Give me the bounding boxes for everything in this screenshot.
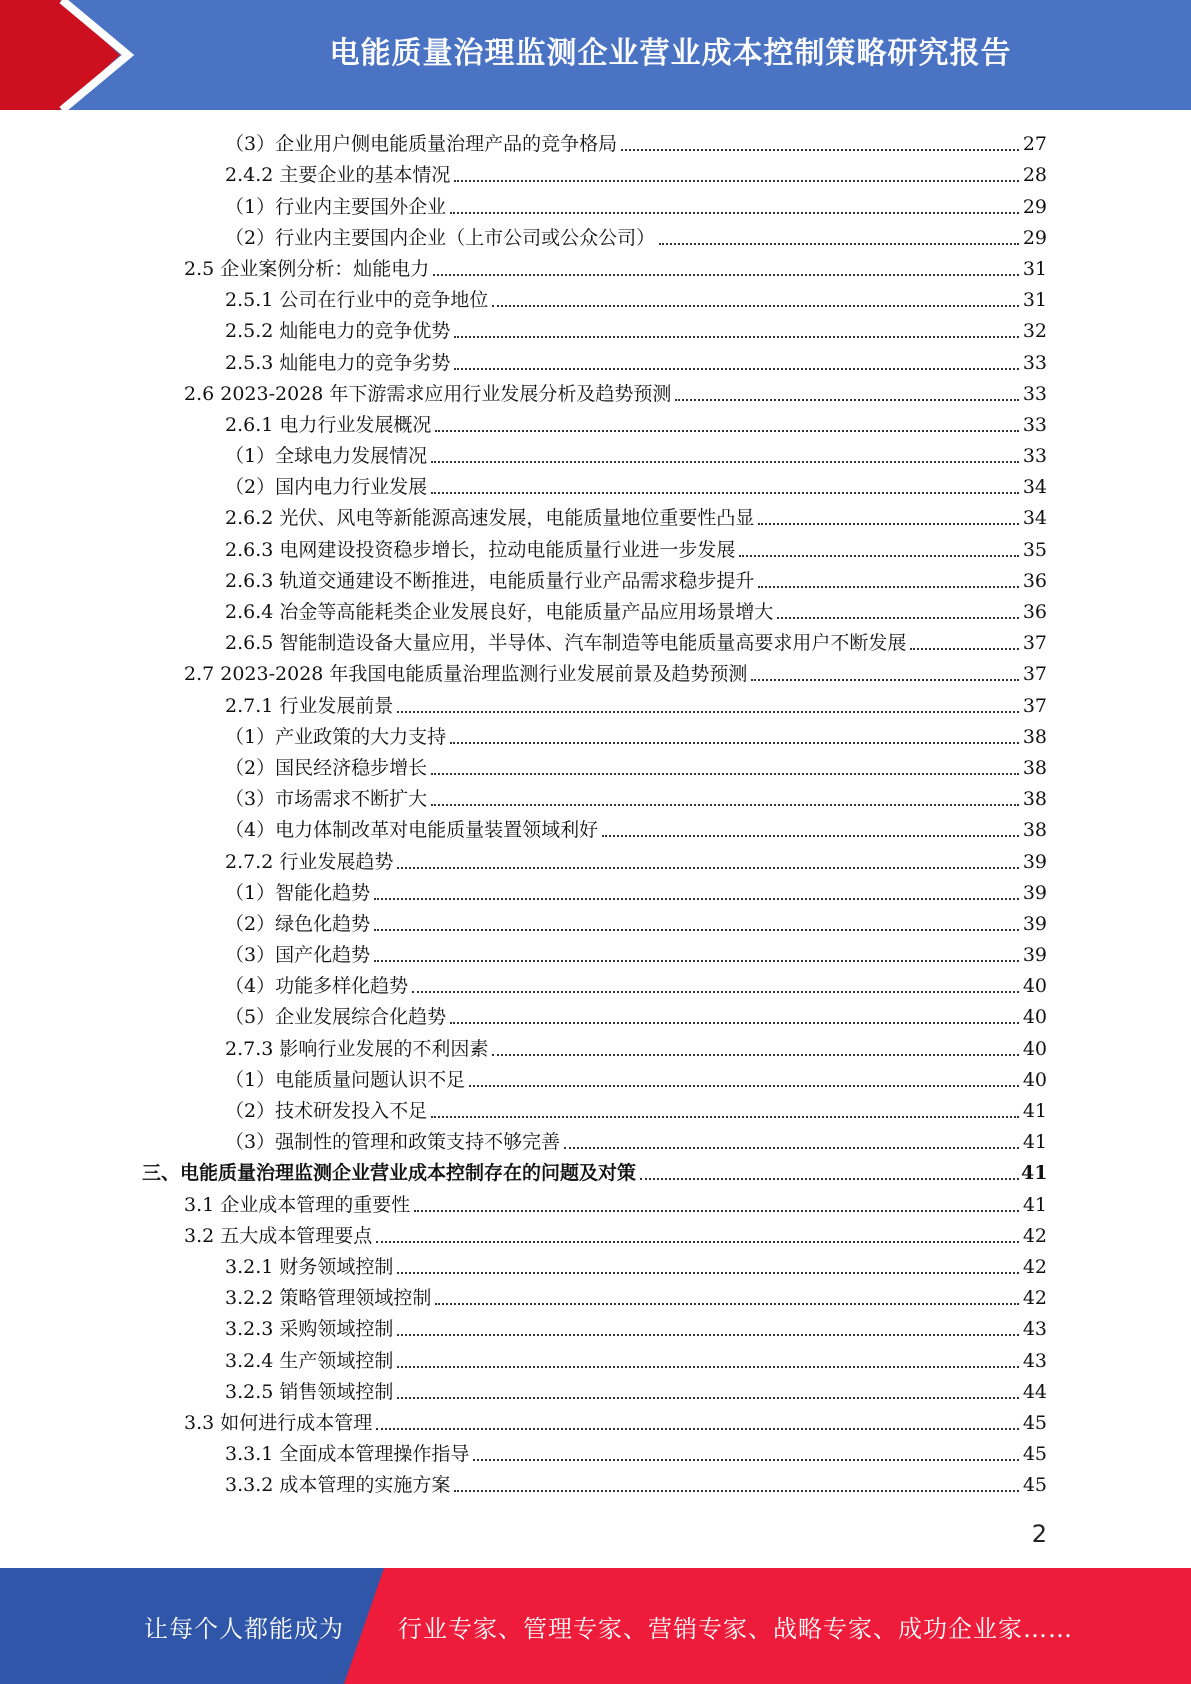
toc-entry-label: 2.6.4 冶金等高能耗类企业发展良好，电能质量产品应用场景增大 — [225, 600, 777, 624]
toc-entry-label: 2.6 2023-2028 年下游需求应用行业发展分析及趋势预测 — [184, 382, 675, 406]
toc-dot-leader — [431, 461, 1019, 463]
toc-entry-label: 2.5.2 灿能电力的竞争优势 — [225, 319, 454, 343]
toc-entry-label: 2.7.3 影响行业发展的不利因素 — [225, 1037, 492, 1061]
toc-dot-leader — [454, 368, 1019, 370]
toc-dot-leader — [450, 1022, 1019, 1024]
toc-entry[interactable] — [0, 190, 1191, 221]
toc-entry-page: 38 — [1022, 819, 1047, 842]
toc-entry-page: 41 — [1022, 1131, 1047, 1154]
toc-entry-label: （4）电力体制改革对电能质量装置领域利好 — [225, 818, 602, 842]
toc-entry-label: （1）电能质量问题认识不足 — [225, 1068, 469, 1092]
toc-entry-label: （1）产业政策的大力支持 — [225, 725, 450, 749]
toc-dot-leader — [758, 586, 1019, 588]
toc-entry-label: 3.2.2 策略管理领域控制 — [225, 1286, 435, 1310]
toc-dot-leader — [739, 555, 1019, 557]
toc-entry[interactable] — [0, 1126, 1191, 1157]
toc-entry-label: （3）市场需求不断扩大 — [225, 787, 431, 811]
toc-entry[interactable] — [0, 1251, 1191, 1282]
toc-dot-leader — [492, 305, 1019, 307]
page-footer — [0, 1568, 1191, 1684]
toc-dot-leader — [397, 867, 1019, 869]
toc-entry-page: 39 — [1022, 881, 1047, 904]
toc-dot-leader — [433, 274, 1019, 276]
toc-entry[interactable] — [0, 1407, 1191, 1438]
toc-dot-leader — [431, 773, 1019, 775]
toc-entry[interactable] — [0, 1001, 1191, 1032]
toc-dot-leader — [376, 1241, 1019, 1243]
toc-entry-page: 33 — [1022, 413, 1047, 436]
toc-entry-label: 2.7.2 行业发展趋势 — [225, 850, 397, 874]
toc-entry-label: 2.6.1 电力行业发展概况 — [225, 413, 435, 437]
toc-dot-leader — [414, 1210, 1019, 1212]
toc-entry-label: （2）绿色化趋势 — [225, 912, 374, 936]
footer-tagline: 行业专家、管理专家、营销专家、战略专家、成功企业家…… — [398, 1614, 1073, 1643]
toc-dot-leader — [397, 1334, 1019, 1336]
toc-entry-page: 42 — [1022, 1287, 1047, 1310]
toc-dot-leader — [492, 1054, 1019, 1056]
toc-entry[interactable] — [0, 315, 1191, 346]
footer-slogan: 让每个人都能成为 — [144, 1614, 344, 1643]
toc-entry[interactable] — [0, 159, 1191, 190]
toc-entry-page: 42 — [1022, 1255, 1047, 1278]
toc-entry[interactable] — [0, 908, 1191, 939]
toc-entry-page: 28 — [1022, 164, 1047, 187]
toc-dot-leader — [473, 1459, 1019, 1461]
toc-dot-leader — [454, 336, 1019, 338]
toc-entry-page: 42 — [1022, 1224, 1047, 1247]
page-header — [0, 0, 1191, 110]
toc-entry-page: 37 — [1022, 632, 1047, 655]
toc-entry-page: 38 — [1022, 756, 1047, 779]
toc-entry-page: 41 — [1022, 1100, 1047, 1122]
toc-entry-label: 2.7.1 行业发展前景 — [225, 694, 397, 718]
toc-dot-leader — [602, 835, 1019, 837]
toc-entry[interactable] — [0, 1064, 1191, 1095]
toc-dot-leader — [564, 1147, 1019, 1149]
toc-dot-leader — [431, 1116, 1019, 1118]
toc-entry[interactable] — [0, 1376, 1191, 1407]
toc-entry-page: 44 — [1022, 1380, 1047, 1403]
toc-entry-label: 2.4.2 主要企业的基本情况 — [225, 163, 454, 187]
toc-entry-label: 3.3 如何进行成本管理 — [184, 1411, 376, 1435]
toc-entry[interactable] — [0, 346, 1191, 377]
toc-entry[interactable] — [0, 533, 1191, 564]
page-number: 2 — [1031, 1520, 1047, 1548]
toc-entry[interactable] — [0, 939, 1191, 970]
toc-entry-page: 33 — [1022, 445, 1047, 468]
toc-dot-leader — [751, 679, 1019, 681]
toc-entry[interactable] — [0, 440, 1191, 471]
toc-entry-page: 33 — [1022, 351, 1047, 374]
toc-entry[interactable] — [0, 627, 1191, 658]
toc-entry[interactable] — [0, 502, 1191, 533]
toc-dot-leader — [435, 1303, 1019, 1305]
toc-entry-label: 2.5.3 灿能电力的竞争劣势 — [225, 351, 454, 375]
toc-entry[interactable] — [0, 1157, 1191, 1188]
document-title: 电能质量治理监测企业营业成本控制策略研究报告 — [329, 36, 1012, 71]
toc-entry-page: 37 — [1022, 694, 1047, 717]
toc-entry-page: 27 — [1022, 133, 1047, 156]
toc-dot-leader — [675, 399, 1019, 401]
toc-dot-leader — [621, 149, 1019, 151]
toc-entry[interactable] — [0, 1032, 1191, 1063]
toc-entry-page: 43 — [1022, 1318, 1047, 1341]
toc-entry-label: 2.7 2023-2028 年我国电能质量治理监测行业发展前景及趋势预测 — [184, 662, 751, 686]
toc-entry-label: 3.3.1 全面成本管理操作指导 — [225, 1442, 473, 1466]
toc-entry[interactable] — [0, 1095, 1191, 1126]
toc-dot-leader — [758, 523, 1019, 525]
toc-entry-label: （2）技术研发投入不足 — [225, 1099, 431, 1123]
toc-entry-label: （3）国产化趋势 — [225, 943, 374, 967]
toc-entry-label: （2）国民经济稳步增长 — [225, 756, 431, 780]
toc-entry[interactable] — [0, 1220, 1191, 1251]
toc-entry-label: （3）企业用户侧电能质量治理产品的竞争格局 — [225, 132, 621, 156]
toc-entry-page: 31 — [1022, 257, 1047, 280]
toc-dot-leader — [454, 1490, 1019, 1492]
table-of-contents — [0, 128, 1191, 1500]
toc-entry-page: 45 — [1022, 1443, 1047, 1466]
toc-dot-leader — [374, 898, 1019, 900]
toc-entry[interactable] — [0, 970, 1191, 1001]
toc-entry-label: 2.6.2 光伏、风电等新能源高速发展，电能质量地位重要性凸显 — [225, 506, 758, 530]
toc-dot-leader — [454, 180, 1019, 182]
toc-dot-leader — [412, 991, 1019, 993]
toc-entry-page: 36 — [1022, 569, 1047, 592]
toc-entry[interactable] — [0, 1313, 1191, 1344]
toc-entry[interactable] — [0, 1469, 1191, 1500]
toc-entry[interactable] — [0, 1344, 1191, 1375]
toc-dot-leader — [431, 492, 1019, 494]
toc-entry-label: 2.6.3 电网建设投资稳步增长，拉动电能质量行业进一步发展 — [225, 538, 739, 562]
toc-entry[interactable] — [0, 689, 1191, 720]
toc-entry[interactable] — [0, 814, 1191, 845]
toc-dot-leader — [374, 960, 1019, 962]
toc-entry-label: （3）强制性的管理和政策支持不够完善 — [225, 1130, 564, 1154]
toc-dot-leader — [397, 711, 1019, 713]
toc-entry-page: 31 — [1022, 289, 1047, 312]
toc-entry[interactable] — [0, 284, 1191, 315]
toc-dot-leader — [397, 1366, 1019, 1368]
toc-entry-label: 2.6.3 轨道交通建设不断推进，电能质量行业产品需求稳步提升 — [225, 569, 758, 593]
toc-dot-leader — [435, 430, 1019, 432]
toc-dot-leader — [397, 1397, 1019, 1399]
toc-entry-label: 3.2.3 采购领域控制 — [225, 1317, 397, 1341]
toc-entry[interactable] — [0, 1188, 1191, 1219]
toc-entry-page: 41 — [1022, 1193, 1047, 1216]
toc-entry[interactable] — [0, 378, 1191, 409]
toc-entry[interactable] — [0, 752, 1191, 783]
toc-dot-leader — [450, 212, 1019, 214]
toc-entry[interactable] — [0, 471, 1191, 502]
toc-entry-page: 45 — [1022, 1411, 1047, 1434]
toc-dot-leader — [469, 1085, 1019, 1087]
toc-entry-page: 37 — [1022, 663, 1047, 686]
toc-entry-page: 45 — [1022, 1474, 1047, 1497]
toc-entry[interactable] — [0, 222, 1191, 253]
toc-entry[interactable] — [0, 253, 1191, 284]
toc-dot-leader — [397, 1272, 1019, 1274]
toc-entry-label: 三、电能质量治理监测企业营业成本控制存在的问题及对策 — [142, 1161, 640, 1185]
toc-dot-leader — [431, 804, 1019, 806]
toc-entry-page: 40 — [1022, 1037, 1047, 1060]
toc-dot-leader — [910, 648, 1019, 650]
toc-entry-page: 32 — [1022, 320, 1047, 343]
toc-entry-page: 34 — [1022, 507, 1047, 530]
toc-entry[interactable] — [0, 409, 1191, 440]
toc-entry-page: 39 — [1022, 912, 1047, 935]
toc-dot-leader — [450, 742, 1019, 744]
toc-entry-label: 3.1 企业成本管理的重要性 — [184, 1193, 414, 1217]
toc-dot-leader — [376, 1428, 1019, 1430]
toc-entry[interactable] — [0, 1282, 1191, 1313]
toc-dot-leader — [777, 617, 1019, 619]
toc-entry[interactable] — [0, 783, 1191, 814]
toc-entry-page: 35 — [1022, 538, 1047, 561]
toc-entry-label: 2.6.5 智能制造设备大量应用，半导体、汽车制造等电能质量高要求用户不断发展 — [225, 631, 910, 655]
toc-entry-page: 33 — [1022, 382, 1047, 405]
toc-dot-leader — [640, 1178, 1019, 1180]
toc-entry-page: 40 — [1022, 1068, 1047, 1091]
toc-dot-leader — [374, 929, 1019, 931]
toc-entry-label: 3.2.1 财务领域控制 — [225, 1255, 397, 1279]
toc-entry[interactable] — [0, 877, 1191, 908]
toc-entry-page: 43 — [1022, 1349, 1047, 1372]
toc-entry-label: 3.3.2 成本管理的实施方案 — [225, 1473, 454, 1497]
toc-entry-page: 29 — [1022, 226, 1047, 249]
toc-entry-label: 3.2 五大成本管理要点 — [184, 1224, 376, 1248]
toc-entry-label: （1）全球电力发展情况 — [225, 444, 431, 468]
toc-entry-page: 41 — [1021, 1162, 1048, 1185]
toc-entry-page: 36 — [1022, 601, 1047, 623]
toc-dot-leader — [659, 243, 1019, 245]
toc-entry-page: 40 — [1022, 1006, 1047, 1029]
toc-entry-page: 38 — [1022, 788, 1047, 811]
toc-entry-label: （4）功能多样化趋势 — [225, 974, 412, 998]
toc-entry[interactable] — [0, 565, 1191, 596]
toc-entry-page: 29 — [1022, 195, 1047, 218]
toc-entry[interactable] — [0, 1438, 1191, 1469]
toc-entry-label: 2.5 企业案例分析：灿能电力 — [184, 257, 433, 281]
toc-entry[interactable] — [0, 721, 1191, 752]
toc-entry-label: 3.2.4 生产领域控制 — [225, 1349, 397, 1373]
toc-entry[interactable] — [0, 596, 1191, 627]
toc-entry-page: 39 — [1022, 850, 1047, 873]
toc-entry-page: 39 — [1022, 944, 1047, 967]
toc-entry-label: 2.5.1 公司在行业中的竞争地位 — [225, 288, 492, 312]
toc-entry-page: 40 — [1022, 975, 1047, 998]
toc-entry-label: 3.2.5 销售领域控制 — [225, 1380, 397, 1404]
toc-entry[interactable] — [0, 658, 1191, 689]
toc-entry-page: 38 — [1022, 725, 1047, 748]
toc-entry-label: （1）行业内主要国外企业 — [225, 195, 450, 219]
toc-entry-label: （2）行业内主要国内企业（上市公司或公众公司） — [225, 226, 659, 250]
toc-entry-label: （2）国内电力行业发展 — [225, 475, 431, 499]
toc-entry[interactable] — [0, 845, 1191, 876]
toc-entry-page: 34 — [1022, 476, 1047, 499]
toc-entry-label: （5）企业发展综合化趋势 — [225, 1005, 450, 1029]
toc-entry[interactable] — [0, 128, 1191, 159]
toc-entry-label: （1）智能化趋势 — [225, 881, 374, 905]
header-arrow-decoration — [0, 0, 160, 110]
